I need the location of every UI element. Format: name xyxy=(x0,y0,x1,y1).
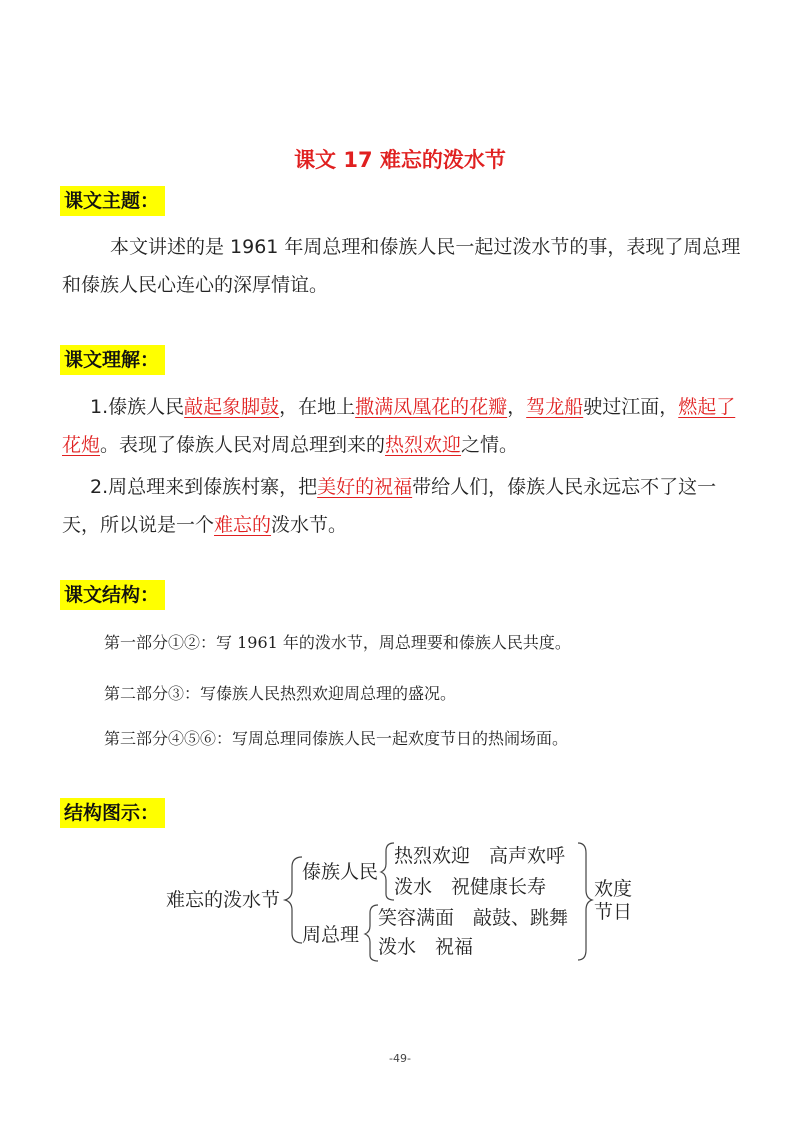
diagram-branch1-item-1: 热烈欢迎 高声欢呼 xyxy=(394,845,566,867)
structure-line-2: 第二部分③：写傣族人民热烈欢迎周总理的盛况。 xyxy=(104,684,457,703)
p1-text-a: 1.傣族人民 xyxy=(90,396,185,418)
p2-text-c: 带给人们，傣族人民永远忘不了这一天，所以说是一个 xyxy=(62,476,717,536)
theme-heading: 课文主题： xyxy=(60,186,165,216)
branch2-brace xyxy=(365,905,378,961)
understanding-heading: 课文理解： xyxy=(60,345,165,375)
p1-highlight-fireworks: 燃起了花炮 xyxy=(62,396,736,456)
diagram-root: 难忘的泼水节 xyxy=(166,889,281,911)
branch1-brace xyxy=(381,843,394,900)
diagram-branch1-item-2: 泼水 祝健康长寿 xyxy=(394,876,547,898)
conclusion-brace xyxy=(578,843,592,960)
p2-text-e: 泼水节。 xyxy=(271,514,348,536)
page-number: -49- xyxy=(389,1052,411,1065)
structure-line-3: 第三部分④⑤⑥：写周总理同傣族人民一起欢度节日的热闹场面。 xyxy=(104,729,569,748)
p1-highlight-petals: 撒满凤凰花的花瓣 xyxy=(355,396,508,418)
diagram-conclusion-line-1: 欢度 xyxy=(594,878,633,900)
p1-highlight-welcome: 热烈欢迎 xyxy=(385,434,462,456)
p1-text-k: 之情。 xyxy=(461,434,519,456)
p2-highlight-blessing: 美好的祝福 xyxy=(317,476,413,498)
diagram-branch-premier: 周总理 xyxy=(302,924,360,946)
structure-line-1: 第一部分①②：写 1961 年的泼水节，周总理要和傣族人民共度。 xyxy=(104,633,571,652)
diagram-branch-dai-people: 傣族人民 xyxy=(302,861,379,883)
diagram-heading: 结构图示： xyxy=(60,798,165,828)
diagram-branch2-item-2: 泼水 祝福 xyxy=(378,936,474,958)
p1-text-i: 。表现了傣族人民对周总理到来的 xyxy=(100,434,386,456)
structure-heading: 课文结构： xyxy=(60,580,165,610)
p1-text-e: ， xyxy=(507,396,527,418)
p1-highlight-boat: 驾龙船 xyxy=(526,396,584,418)
root-brace xyxy=(285,857,302,943)
p1-text-g: 驶过江面， xyxy=(583,396,679,418)
theme-paragraph: 本文讲述的是 1961 年周总理和傣族人民一起过泼水节的事，表现了周总理和傣族人民心连心的深厚情谊。 xyxy=(62,236,741,296)
diagram-branch2-item-1: 笑容满面 敲鼓、跳舞 xyxy=(378,907,569,929)
p1-highlight-drum: 敲起象脚鼓 xyxy=(184,396,280,418)
page-title: 课文 17 难忘的泼水节 xyxy=(294,148,506,172)
p1-text-c: ，在地上 xyxy=(279,396,356,418)
diagram-conclusion-line-2: 节日 xyxy=(594,901,633,923)
p2-text-a: 2.周总理来到傣族村寨，把 xyxy=(90,476,318,498)
p2-highlight-memorable: 难忘的 xyxy=(214,514,272,536)
